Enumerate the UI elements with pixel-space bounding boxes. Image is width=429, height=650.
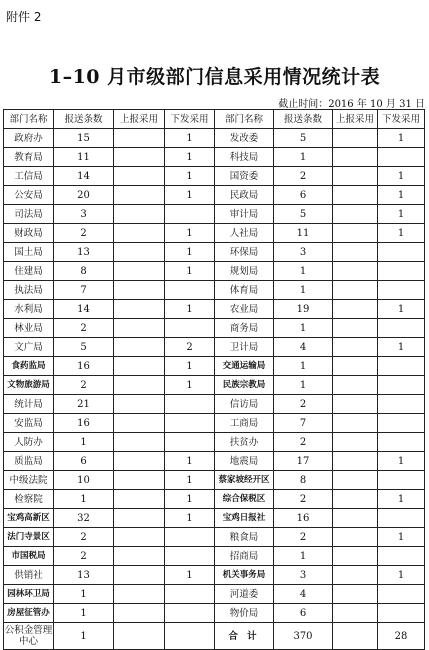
left-dept-name: 财政局 [4,224,54,243]
left-lower-adopted: 2 [165,338,215,357]
table-row [4,623,425,650]
right-upper-adopted [333,623,378,650]
left-lower-adopted: 1 [165,490,215,509]
right-lower-adopted: 1 [378,205,425,224]
left-dept-name: 执法局 [4,281,54,300]
table-row [4,262,425,281]
right-upper-adopted [333,262,378,281]
left-upper-adopted [114,414,165,433]
right-lower-adopted: 1 [378,129,425,148]
left-report-count: 1 [54,433,114,452]
right-lower-adopted [378,243,425,262]
right-lower-adopted: 1 [378,186,425,205]
right-dept-name: 人社局 [215,224,274,243]
right-lower-adopted [378,585,425,604]
left-dept-name: 国土局 [4,243,54,262]
right-upper-adopted [333,357,378,376]
right-report-count: 1 [274,262,333,281]
left-report-count: 8 [54,262,114,281]
left-dept-name: 林业局 [4,319,54,338]
left-lower-adopted [165,319,215,338]
left-report-count: 13 [54,243,114,262]
right-report-count: 11 [274,224,333,243]
table-row [4,604,425,623]
right-report-count: 2 [274,490,333,509]
left-report-count: 2 [54,319,114,338]
right-upper-adopted [333,452,378,471]
left-dept-name: 公积金管理中心 [4,623,54,650]
left-report-count: 21 [54,395,114,414]
statistics-table [3,109,425,650]
table-row [4,338,425,357]
right-report-count: 7 [274,414,333,433]
table-row [4,471,425,490]
right-report-count: 2 [274,528,333,547]
right-lower-adopted [378,395,425,414]
left-report-count: 2 [54,224,114,243]
right-dept-name: 蔡家坡经开区 [215,471,274,490]
right-report-count: 5 [274,205,333,224]
left-dept-name: 公安局 [4,186,54,205]
left-upper-adopted [114,623,165,650]
document-title: 1–10 月市级部门信息采用情况统计表 [48,66,381,88]
left-dept-name: 食药监局 [4,357,54,376]
left-upper-adopted [114,528,165,547]
right-dept-name: 机关事务局 [215,566,274,585]
left-lower-adopted: 1 [165,186,215,205]
attachment-label: 附件 2 [6,10,42,24]
right-upper-adopted [333,129,378,148]
table-row [4,243,425,262]
right-report-count: 3 [274,243,333,262]
col-header-up-right: 上报采用 [333,110,378,129]
left-report-count: 5 [54,338,114,357]
left-upper-adopted [114,395,165,414]
right-report-count: 1 [274,319,333,338]
table-row [4,376,425,395]
left-report-count: 14 [54,167,114,186]
table-row [4,148,425,167]
left-upper-adopted [114,471,165,490]
right-report-count: 1 [274,148,333,167]
left-lower-adopted: 1 [165,243,215,262]
left-report-count: 16 [54,414,114,433]
right-report-count: 19 [274,300,333,319]
table-row [4,585,425,604]
left-dept-name: 住建局 [4,262,54,281]
right-report-count: 2 [274,433,333,452]
right-lower-adopted: 1 [378,300,425,319]
left-upper-adopted [114,148,165,167]
left-dept-name: 房屋征管办 [4,604,54,623]
col-header-down-left: 下发采用 [165,110,215,129]
right-dept-name: 工商局 [215,414,274,433]
left-upper-adopted [114,604,165,623]
left-upper-adopted [114,243,165,262]
col-header-up-left: 上报采用 [114,110,165,129]
left-lower-adopted: 1 [165,167,215,186]
right-dept-name: 规划局 [215,262,274,281]
left-report-count: 20 [54,186,114,205]
left-report-count: 10 [54,471,114,490]
right-lower-adopted: 1 [378,338,425,357]
right-lower-adopted [378,281,425,300]
table-row [4,357,425,376]
left-lower-adopted: 1 [165,129,215,148]
left-report-count: 11 [54,148,114,167]
right-lower-adopted [378,471,425,490]
right-upper-adopted [333,414,378,433]
right-lower-adopted [378,509,425,528]
right-dept-name: 商务局 [215,319,274,338]
left-lower-adopted [165,433,215,452]
left-dept-name: 法门寺景区 [4,528,54,547]
right-dept-name: 粮食局 [215,528,274,547]
right-upper-adopted [333,490,378,509]
right-report-count: 1 [274,357,333,376]
left-upper-adopted [114,224,165,243]
right-upper-adopted [333,319,378,338]
right-dept-name: 合 计 [215,623,274,650]
table-row [4,490,425,509]
left-dept-name: 水利局 [4,300,54,319]
right-dept-name: 发改委 [215,129,274,148]
right-upper-adopted [333,604,378,623]
left-dept-name: 市国税局 [4,547,54,566]
left-lower-adopted [165,205,215,224]
right-lower-adopted: 1 [378,167,425,186]
left-lower-adopted: 1 [165,509,215,528]
right-report-count: 1 [274,281,333,300]
left-lower-adopted [165,585,215,604]
right-report-count: 2 [274,395,333,414]
right-lower-adopted: 1 [378,224,425,243]
table-row [4,129,425,148]
right-dept-name: 扶贫办 [215,433,274,452]
table-row [4,224,425,243]
right-lower-adopted [378,319,425,338]
table-row [4,414,425,433]
right-report-count: 370 [274,623,333,650]
left-dept-name: 文广局 [4,338,54,357]
left-upper-adopted [114,300,165,319]
right-report-count: 1 [274,376,333,395]
left-lower-adopted [165,604,215,623]
table-row [4,300,425,319]
left-dept-name: 政府办 [4,129,54,148]
right-dept-name: 科技局 [215,148,274,167]
left-report-count: 7 [54,281,114,300]
left-lower-adopted [165,547,215,566]
right-report-count: 17 [274,452,333,471]
left-upper-adopted [114,186,165,205]
right-dept-name: 民政局 [215,186,274,205]
table-row [4,395,425,414]
right-dept-name: 信访局 [215,395,274,414]
table-header-row [4,110,425,129]
right-dept-name: 农业局 [215,300,274,319]
left-lower-adopted [165,528,215,547]
left-report-count: 2 [54,547,114,566]
table-row [4,452,425,471]
right-lower-adopted: 1 [378,490,425,509]
left-lower-adopted: 1 [165,224,215,243]
left-dept-name: 文物旅游局 [4,376,54,395]
right-lower-adopted [378,414,425,433]
right-dept-name: 综合保税区 [215,490,274,509]
right-dept-name: 宝鸡日报社 [215,509,274,528]
right-upper-adopted [333,395,378,414]
left-upper-adopted [114,262,165,281]
right-report-count: 6 [274,604,333,623]
right-lower-adopted: 1 [378,566,425,585]
right-dept-name: 卫计局 [215,338,274,357]
right-report-count: 3 [274,566,333,585]
right-lower-adopted [378,547,425,566]
left-lower-adopted: 1 [165,376,215,395]
col-header-down-right: 下发采用 [378,110,425,129]
left-lower-adopted: 1 [165,357,215,376]
table-row [4,186,425,205]
left-lower-adopted: 1 [165,471,215,490]
left-report-count: 15 [54,129,114,148]
left-dept-name: 司法局 [4,205,54,224]
right-lower-adopted [378,433,425,452]
right-lower-adopted [378,357,425,376]
left-lower-adopted [165,395,215,414]
right-upper-adopted [333,300,378,319]
right-lower-adopted [378,148,425,167]
right-upper-adopted [333,224,378,243]
left-dept-name: 检察院 [4,490,54,509]
left-report-count: 3 [54,205,114,224]
left-report-count: 1 [54,490,114,509]
table-row [4,167,425,186]
left-lower-adopted: 1 [165,300,215,319]
right-report-count: 16 [274,509,333,528]
right-upper-adopted [333,528,378,547]
right-upper-adopted [333,509,378,528]
right-lower-adopted: 1 [378,528,425,547]
left-lower-adopted [165,623,215,650]
right-upper-adopted [333,547,378,566]
left-dept-name: 质监局 [4,452,54,471]
left-report-count: 2 [54,376,114,395]
left-upper-adopted [114,129,165,148]
left-dept-name: 中级法院 [4,471,54,490]
left-upper-adopted [114,547,165,566]
left-report-count: 2 [54,528,114,547]
right-report-count: 8 [274,471,333,490]
table-row [4,547,425,566]
right-lower-adopted: 28 [378,623,425,650]
left-dept-name: 统计局 [4,395,54,414]
right-lower-adopted [378,376,425,395]
right-dept-name: 物价局 [215,604,274,623]
left-upper-adopted [114,490,165,509]
right-dept-name: 招商局 [215,547,274,566]
left-lower-adopted [165,414,215,433]
deadline-text: 截止时间：2016 年 10 月 31 日 [278,99,425,110]
col-header-dept-left: 部门名称 [4,110,54,129]
left-upper-adopted [114,338,165,357]
table-row [4,509,425,528]
right-dept-name: 审计局 [215,205,274,224]
left-upper-adopted [114,566,165,585]
left-report-count: 1 [54,604,114,623]
right-upper-adopted [333,376,378,395]
table-row [4,281,425,300]
col-header-count-right: 报送条数 [274,110,333,129]
left-upper-adopted [114,281,165,300]
left-report-count: 16 [54,357,114,376]
table-row [4,433,425,452]
left-dept-name: 供销社 [4,566,54,585]
right-dept-name: 民族宗教局 [215,376,274,395]
left-dept-name: 工信局 [4,167,54,186]
right-upper-adopted [333,471,378,490]
left-lower-adopted [165,281,215,300]
right-upper-adopted [333,585,378,604]
right-dept-name: 地震局 [215,452,274,471]
right-upper-adopted [333,566,378,585]
left-report-count: 1 [54,585,114,604]
left-lower-adopted: 1 [165,452,215,471]
left-report-count: 32 [54,509,114,528]
left-upper-adopted [114,433,165,452]
right-upper-adopted [333,167,378,186]
right-report-count: 6 [274,186,333,205]
left-report-count: 13 [54,566,114,585]
right-dept-name: 河道委 [215,585,274,604]
left-lower-adopted: 1 [165,148,215,167]
right-report-count: 4 [274,585,333,604]
table-row [4,566,425,585]
right-report-count: 5 [274,129,333,148]
right-dept-name: 国资委 [215,167,274,186]
right-upper-adopted [333,186,378,205]
left-lower-adopted: 1 [165,262,215,281]
right-lower-adopted [378,604,425,623]
left-upper-adopted [114,509,165,528]
col-header-dept-right: 部门名称 [215,110,274,129]
table-row [4,319,425,338]
left-upper-adopted [114,319,165,338]
left-report-count: 6 [54,452,114,471]
table-row [4,205,425,224]
right-upper-adopted [333,148,378,167]
right-report-count: 2 [274,167,333,186]
right-lower-adopted: 1 [378,452,425,471]
left-report-count: 1 [54,623,114,650]
left-dept-name: 安监局 [4,414,54,433]
left-upper-adopted [114,357,165,376]
col-header-count-left: 报送条数 [54,110,114,129]
left-dept-name: 人防办 [4,433,54,452]
right-upper-adopted [333,243,378,262]
right-dept-name: 交通运输局 [215,357,274,376]
left-report-count: 14 [54,300,114,319]
right-upper-adopted [333,338,378,357]
left-upper-adopted [114,452,165,471]
table-row [4,528,425,547]
right-dept-name: 体育局 [215,281,274,300]
right-upper-adopted [333,205,378,224]
left-lower-adopted: 1 [165,566,215,585]
right-upper-adopted [333,433,378,452]
left-dept-name: 园林环卫局 [4,585,54,604]
right-dept-name: 环保局 [215,243,274,262]
left-upper-adopted [114,376,165,395]
left-upper-adopted [114,167,165,186]
left-dept-name: 宝鸡高新区 [4,509,54,528]
left-upper-adopted [114,585,165,604]
right-lower-adopted [378,262,425,281]
right-upper-adopted [333,281,378,300]
right-report-count: 1 [274,547,333,566]
left-dept-name: 教育局 [4,148,54,167]
right-report-count: 4 [274,338,333,357]
left-upper-adopted [114,205,165,224]
